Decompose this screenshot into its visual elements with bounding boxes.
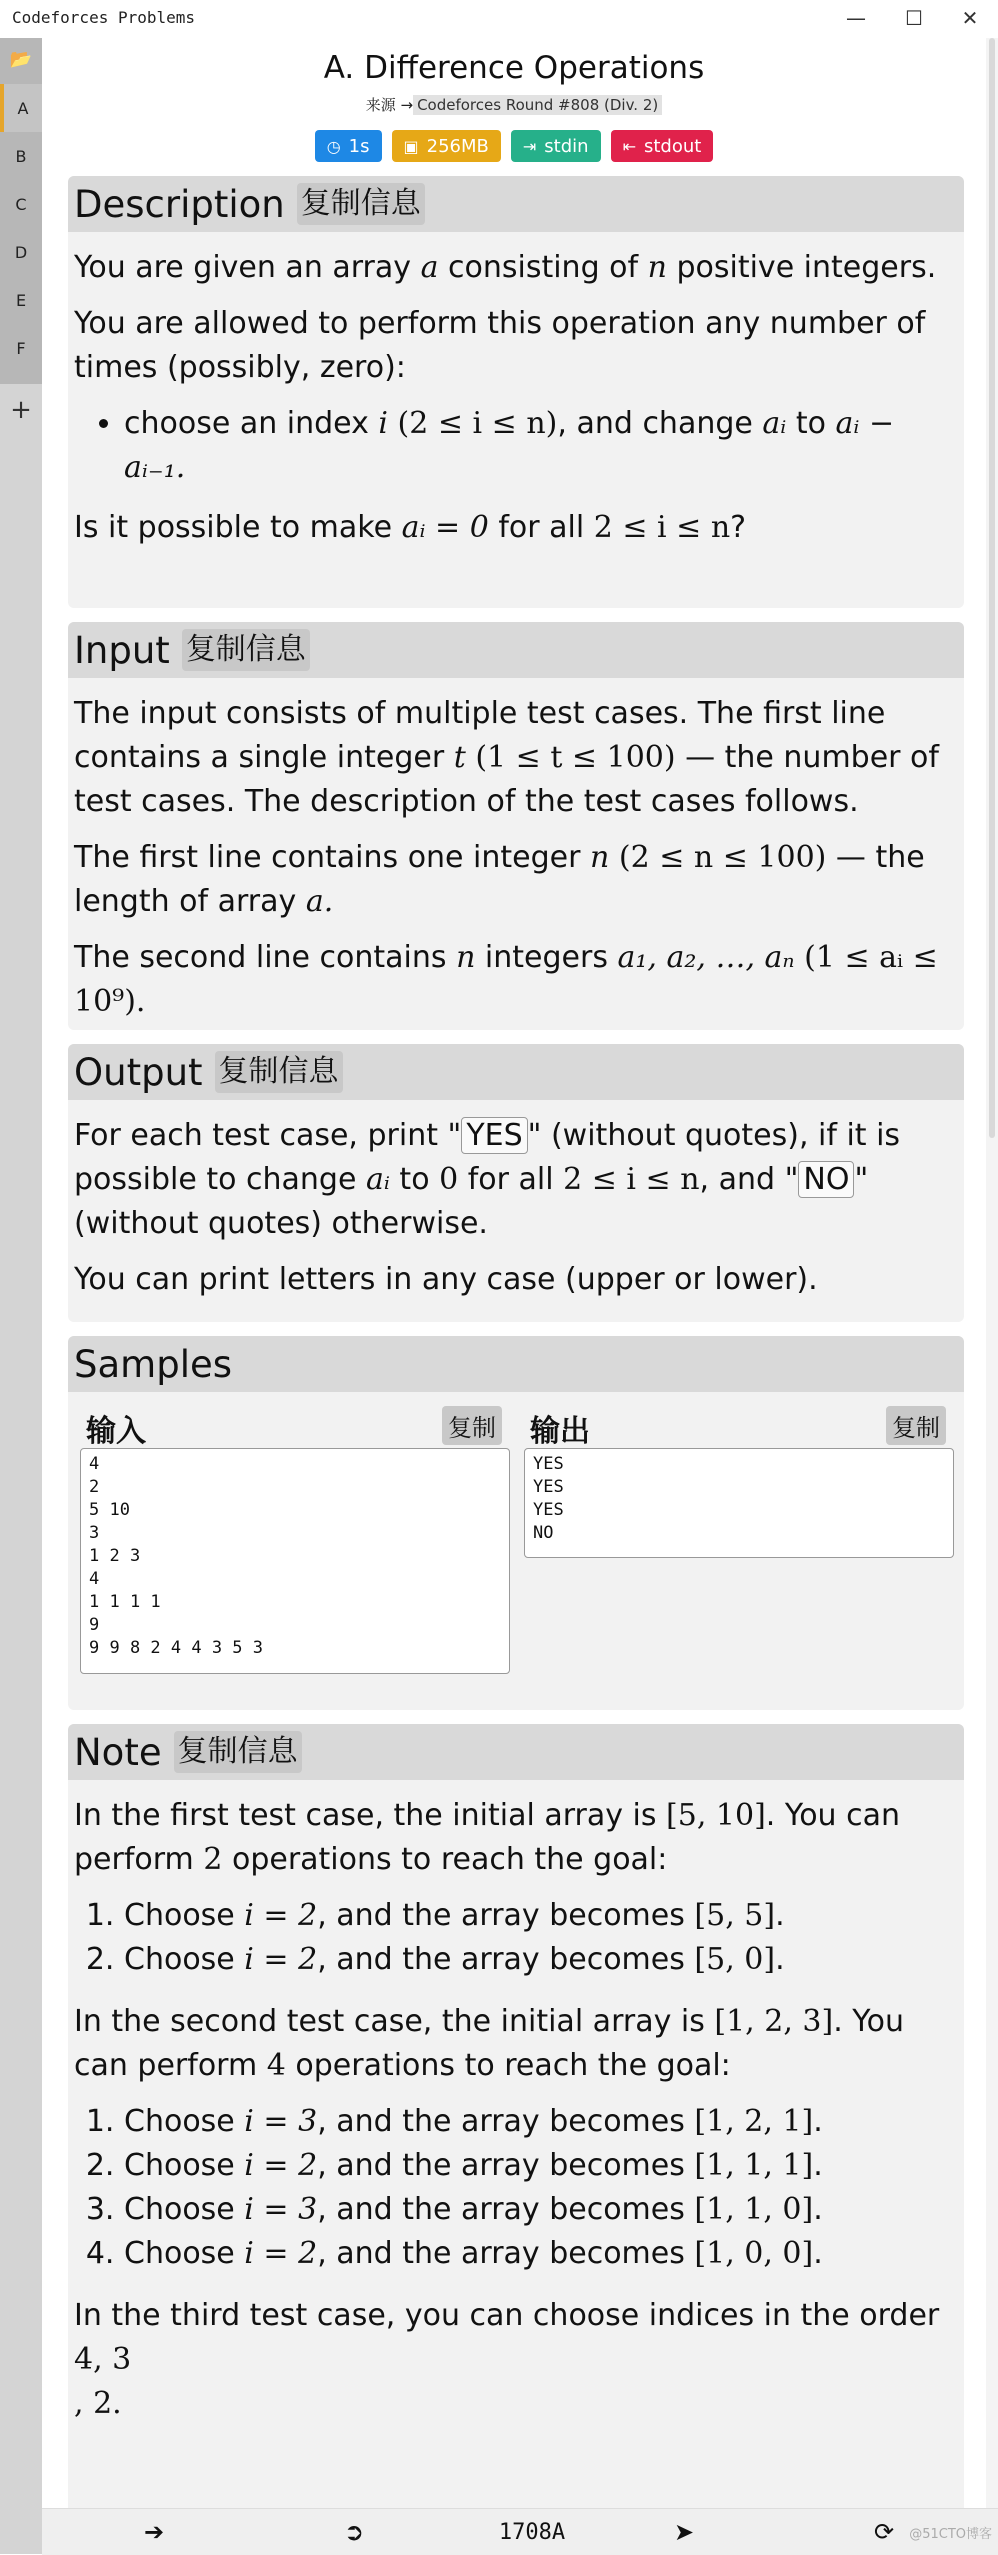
copy-sample-output-button[interactable]: 复制 [886, 1406, 946, 1445]
sample-input-box[interactable]: 4 2 5 10 3 1 2 3 4 1 1 1 1 9 9 9 8 2 4 4 3 5 3 [80, 1448, 510, 1674]
submit-send-icon[interactable]: ➤ [673, 2518, 695, 2546]
samples-heading [68, 1336, 964, 1392]
copy-sample-input-button[interactable]: 复制 [442, 1406, 502, 1445]
output-p1: For each test case, print " YES " (without quotes), if it is possible to change aᵢ to 0 for all 2 ≤ i ≤ n, and " NO " (without quotes) otherwise. [74, 1118, 901, 1241]
sidebar-item-e[interactable]: E [15, 290, 27, 310]
input-body [68, 678, 964, 1030]
input-badge [511, 130, 601, 162]
vertical-scrollbar[interactable] [986, 38, 998, 2508]
operation-list [74, 402, 958, 490]
sample-input-label: 输入 [86, 1415, 146, 1448]
list-item: 2. Choose i = 2, and the array becomes [1, 1, 1]. [124, 2144, 958, 2188]
list-item: 2. Choose i = 2, and the array becomes [5, 0]. [124, 1938, 958, 1982]
memory-limit-value: 256MB [426, 135, 489, 157]
sidebar-item-f[interactable]: F [16, 338, 26, 358]
no-code: NO [798, 1161, 854, 1198]
input-section [68, 622, 964, 1030]
output-section [68, 1044, 964, 1322]
note-p3: In the third test case, you can choose indices in the order 4, 3 , 2. [74, 2298, 940, 2421]
yes-code: YES [461, 1117, 527, 1154]
sidebar-item-b[interactable]: B [15, 146, 27, 166]
note-list-1 [74, 1894, 958, 1982]
output-p2: You can print letters in any case (upper or lower). [74, 1262, 818, 1297]
samples-section [68, 1336, 964, 1710]
problem-code: 1708A [498, 2519, 566, 2545]
contest-link[interactable]: Codeforces Round #808 (Div. 2) [413, 95, 662, 115]
close-button[interactable]: ✕ [961, 6, 979, 30]
sidebar-item-a[interactable]: A [0, 84, 42, 132]
description-section [68, 176, 964, 608]
output-body [68, 1100, 964, 1322]
note-p1: In the first test case, the initial array is [5, 10]. You can perform 2 operations to reach the goal: [74, 1798, 900, 1877]
sample-output-label: 输出 [530, 1415, 590, 1448]
output-badge [611, 130, 714, 162]
clock-icon: ◷ [326, 136, 341, 156]
note-p2: In the second test case, the initial array is [1, 2, 3]. You can perform 4 operations to reach the goal: [74, 2004, 904, 2083]
page-title: A. Difference Operations [323, 50, 705, 86]
input-heading [68, 622, 964, 678]
note-title: Note [74, 1730, 162, 1774]
memory-icon: ▣ [403, 136, 419, 156]
watermark: @51CTO博客 [909, 2527, 992, 2542]
window-titlebar [0, 0, 998, 38]
description-p2: You are allowed to perform this operation any number of times (possibly, zero): [74, 306, 926, 385]
note-body [68, 1780, 964, 2448]
time-limit-badge [315, 130, 382, 162]
copy-description-button[interactable]: 复制信息 [297, 183, 425, 225]
sidebar-item-d[interactable]: D [14, 242, 28, 262]
folder-open-icon[interactable]: 📂 [9, 48, 33, 70]
input-p2: The first line contains one integer n (2 ≤ n ≤ 100) — the length of array a. [74, 840, 925, 919]
limits-badges [42, 130, 986, 162]
go-circle-icon[interactable]: ➲ [343, 2518, 365, 2546]
list-item: • choose an index i (2 ≤ i ≤ n), and change aᵢ to aᵢ − aᵢ₋₁. [124, 402, 958, 490]
list-item: 4. Choose i = 2, and the array becomes [1, 0, 0]. [124, 2232, 958, 2276]
note-heading [68, 1724, 964, 1780]
copy-output-button[interactable]: 复制信息 [215, 1051, 343, 1093]
next-arrow-icon[interactable]: ➔ [143, 2518, 165, 2546]
maximize-button[interactable]: ☐ [905, 6, 923, 30]
time-limit-value: 1s [348, 135, 370, 157]
input-icon: ⇥ [522, 136, 537, 156]
description-heading [68, 176, 964, 232]
source-line [42, 94, 986, 115]
minimize-button[interactable]: — [846, 6, 866, 30]
app-title: Codeforces Problems [12, 8, 196, 27]
add-icon[interactable]: + [10, 395, 32, 425]
description-title: Description [74, 182, 285, 226]
samples-grid [68, 1392, 964, 1710]
problem-sidebar [0, 38, 42, 2554]
note-list-2 [74, 2100, 958, 2276]
description-p3: Is it possible to make aᵢ = 0 for all 2 ≤ i ≤ n? [74, 510, 747, 545]
input-title: Input [74, 628, 170, 672]
memory-limit-badge [392, 130, 501, 162]
list-item: 1. Choose i = 3, and the array becomes [1, 2, 1]. [124, 2100, 958, 2144]
input-value: stdin [544, 135, 589, 157]
output-value: stdout [643, 135, 702, 157]
output-heading [68, 1044, 964, 1100]
bottom-toolbar [42, 2508, 998, 2555]
source-prefix: 来源 → [365, 96, 414, 114]
output-icon: ⇤ [622, 136, 636, 156]
output-title: Output [74, 1050, 203, 1094]
sidebar-item-c[interactable]: C [15, 194, 27, 214]
list-item: 3. Choose i = 3, and the array becomes [1, 1, 0]. [124, 2188, 958, 2232]
note-section [68, 1724, 964, 2508]
input-p3: The second line contains n integers a₁, a₂, …, aₙ (1 ≤ aᵢ ≤ 10⁹). [74, 940, 938, 1019]
samples-title: Samples [74, 1342, 233, 1386]
copy-note-button[interactable]: 复制信息 [174, 1731, 302, 1773]
problem-view [42, 38, 986, 2508]
sample-output-box[interactable]: YES YES YES NO [524, 1448, 954, 1558]
list-item: 1. Choose i = 2, and the array becomes [5, 5]. [124, 1894, 958, 1938]
input-p1: The input consists of multiple test cases. The first line contains a single integer t (1 ≤ t ≤ 100) — the number of test cases. The description of the test cases follows. [74, 696, 939, 819]
problem-list [0, 38, 42, 384]
refresh-icon[interactable]: ⟳ [873, 2518, 895, 2546]
scrollbar-thumb[interactable] [989, 38, 995, 1138]
copy-input-button[interactable]: 复制信息 [182, 629, 310, 671]
description-body [68, 232, 964, 572]
description-p1: You are given an array a consisting of n positive integers. [74, 250, 937, 285]
